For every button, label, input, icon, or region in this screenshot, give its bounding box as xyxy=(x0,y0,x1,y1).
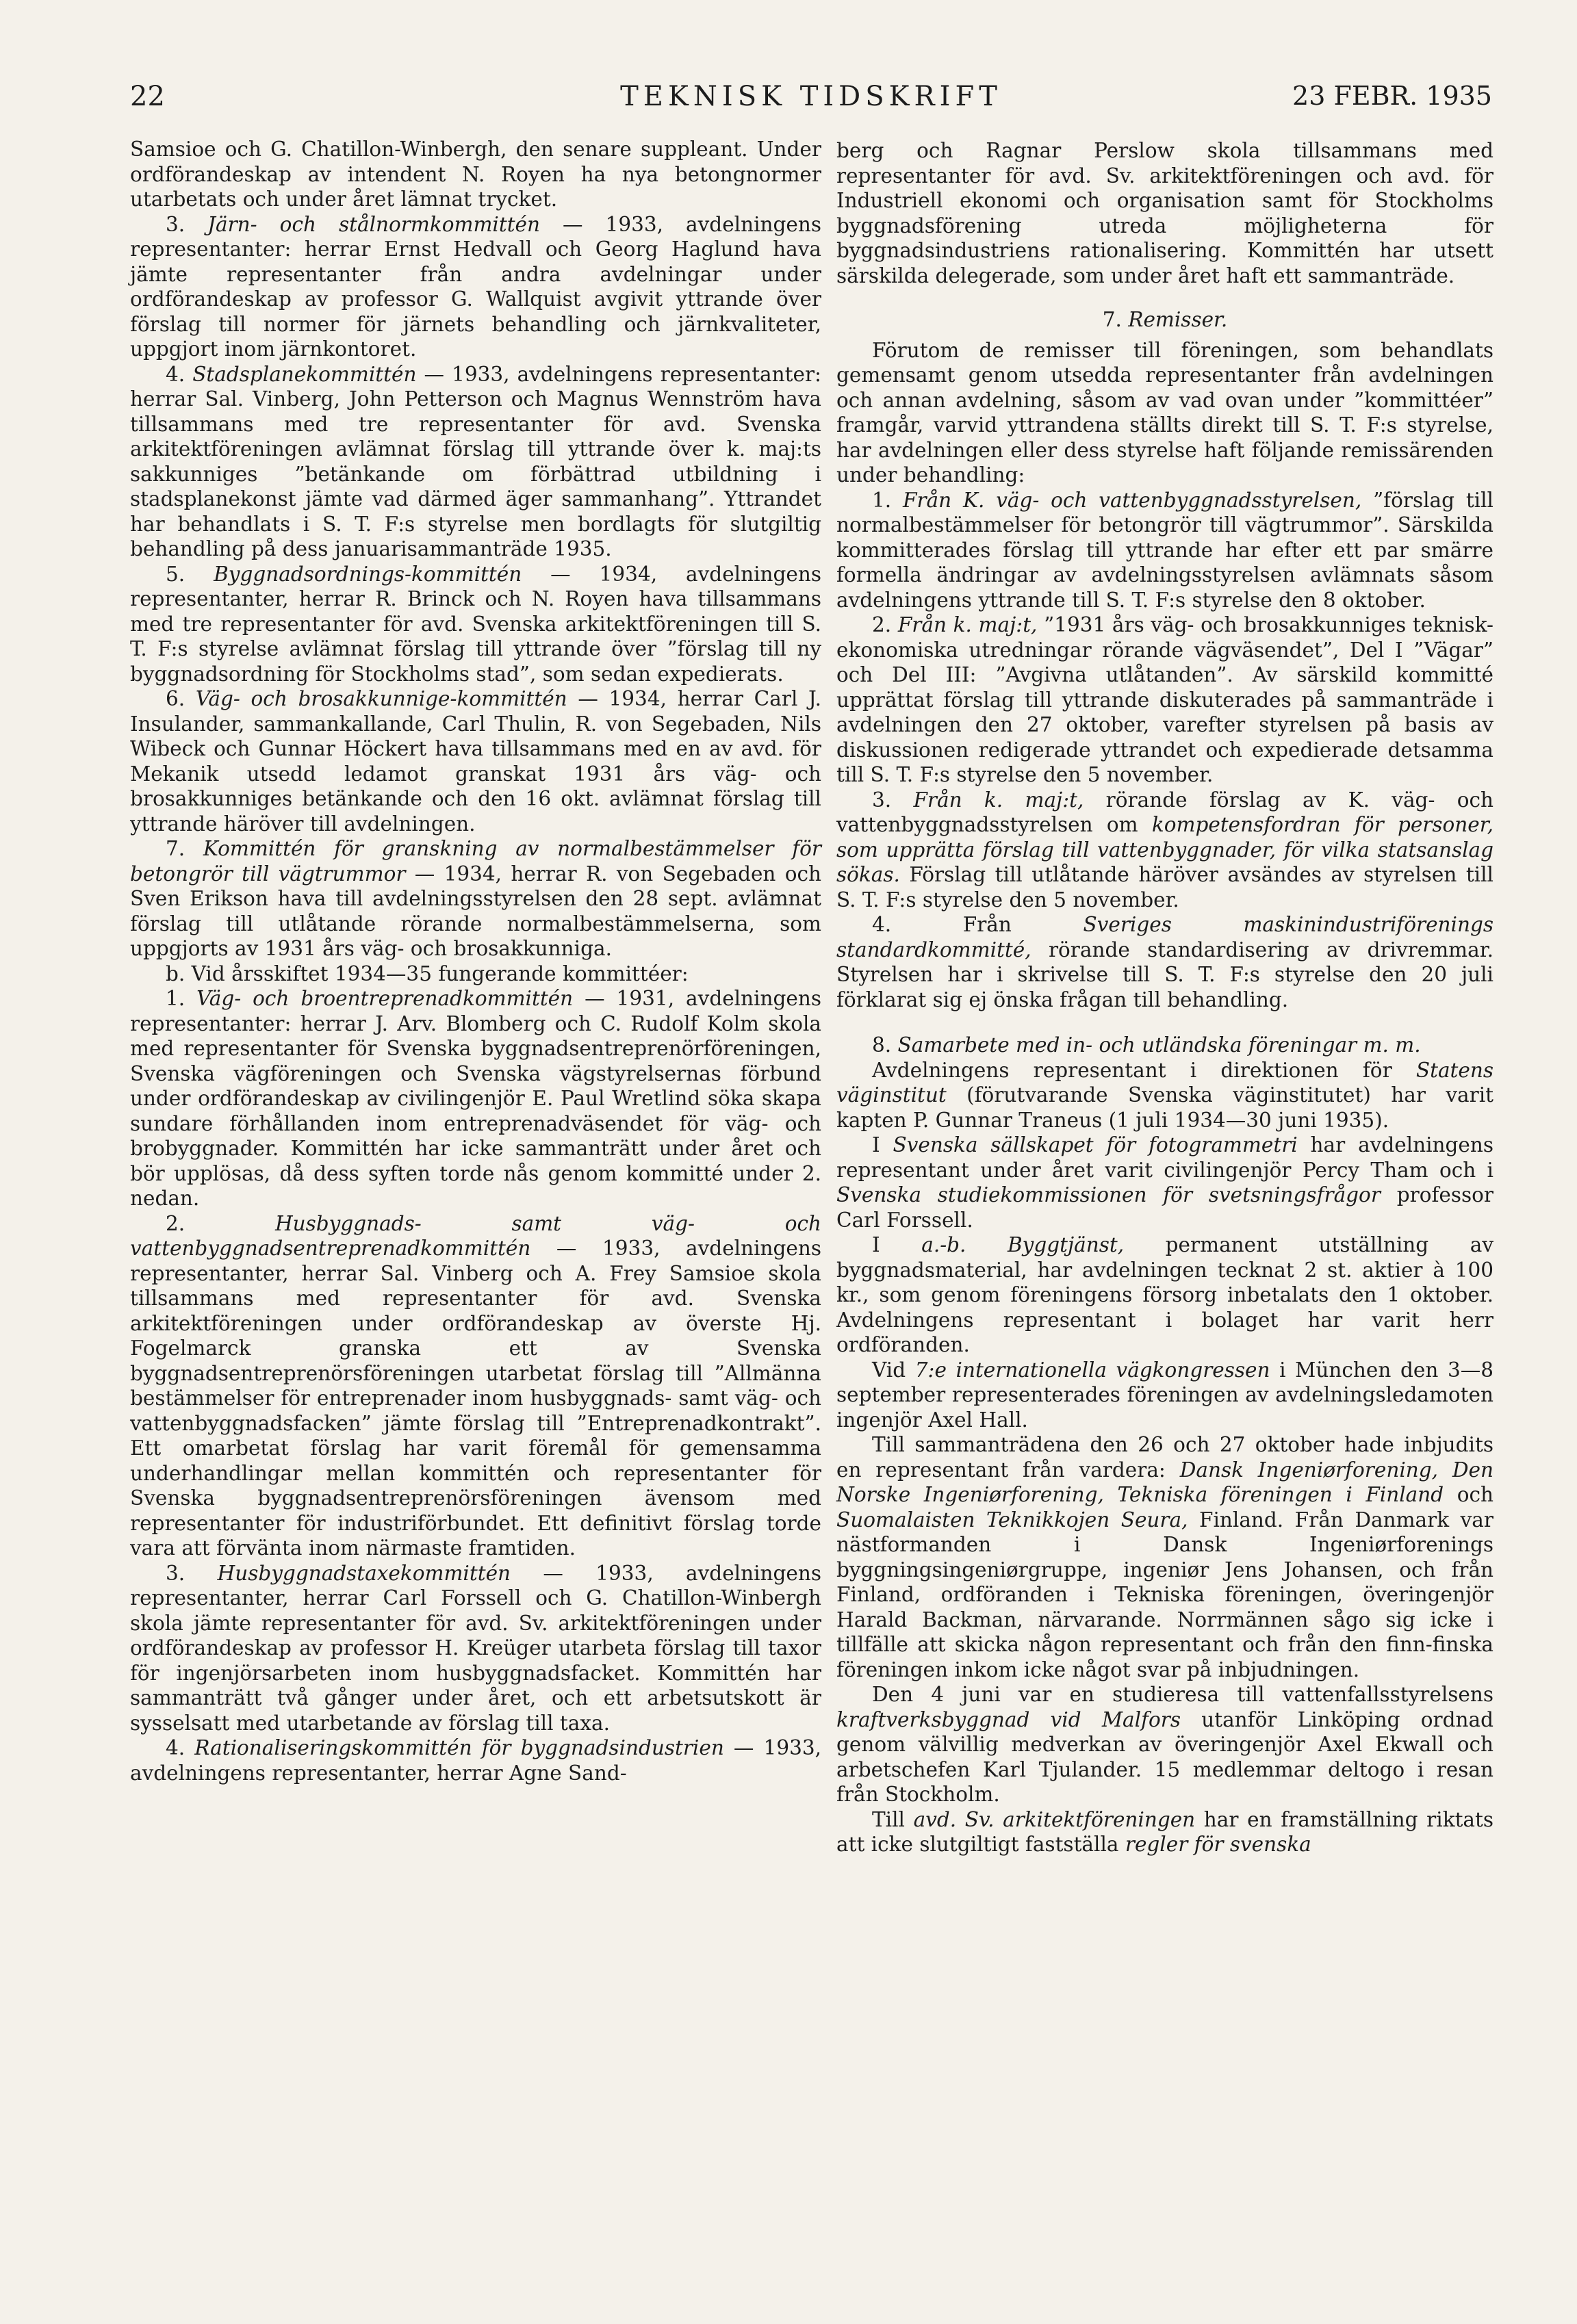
text-run: 2. xyxy=(872,613,898,636)
text-run: Finland. Från Danmark var nästformanden i Dansk Ingeniørforenings byggningsingeniørgruppe, ingeniør Jens Johansen, och från Finland, ordföranden i Tekniska föreningen, överingenjör Harald Backman, närvarande. Norrmännen sågo sig icke i tillfälle att skicka någon representant och från den finn-finska föreningen inkom icke något svar på inbjudningen. xyxy=(836,1508,1493,1681)
italic-text: Dansk Ingeniørforening, Den Norske Ingeniørforening, Tekniska föreningen i Finland xyxy=(836,1458,1493,1506)
text-run: 8. xyxy=(872,1033,898,1057)
text-run: 2. xyxy=(166,1211,275,1235)
text-run: — 1934, herrar Carl J. Insulander, sammankallande, Carl Thulin, R. von Segebaden, Nils Wibeck och Gunnar Höckert hava tillsammans med en av avd. för Mekanik utsedd ledamot granskat 1931 års väg- och brosakkunniges betänkande och den 16 okt. avlämnat förslag till yttrande häröver till avdelningen. xyxy=(130,687,821,836)
text-run: I xyxy=(872,1133,893,1157)
paragraph xyxy=(836,338,1493,488)
text-run: — 1931, avdelningens representanter: herrar J. Arv. Blomberg och C. Rudolf Kolm skola med representanter för Svenska byggnadsentreprenörföreningen, Svenska vägföreningen och Svenska vägstyrelsernas förbund under ordförandeskap av civilingenjör E. Paul Wretlind söka skapa sundare förhållanden inom entreprenadväsendet för väg- och brobyggnader. Kommittén har icke sammanträtt under året och bör upplösas, då dess syften torde nås genom kommitté under 2. nedan. xyxy=(130,987,822,1210)
text-run: 4. xyxy=(166,362,193,386)
paragraph xyxy=(130,836,821,961)
italic-text: Väg- och broentreprenadkommittén xyxy=(196,987,574,1010)
italic-text: Från K. väg- och vattenbyggnadsstyrelsen, xyxy=(902,488,1362,512)
text-run: — 1934, avdelningens representanter, herrar R. Brinck och N. Royen hava tillsammans med tre representanter för avd. Svenska arkitektföreningen till S. T. F:s styrelse avlämnat förslag till yttrande över ”förslag till ny byggnadsordning för Stockholms stad”, som sedan expedierats. xyxy=(130,562,822,686)
paragraph xyxy=(836,788,1493,913)
paragraph xyxy=(130,1211,821,1561)
paragraph xyxy=(130,137,821,212)
italic-text: regler för svenska xyxy=(1125,1833,1311,1856)
italic-text: Stadsplanekommittén xyxy=(192,362,417,386)
text-run: I xyxy=(872,1233,922,1256)
text-run: Avdelningens representant i direktionen för xyxy=(872,1058,1416,1082)
paragraph xyxy=(836,1232,1493,1358)
text-run: 7. xyxy=(1102,308,1129,331)
italic-text: Statens väginstitut xyxy=(836,1058,1493,1107)
italic-text: Väg- och brosakkunnige-kommittén xyxy=(195,687,567,710)
paragraph xyxy=(130,1561,821,1736)
italic-text: Remisser. xyxy=(1128,308,1228,331)
journal-title: TEKNISK TIDSKRIFT xyxy=(620,81,1002,112)
italic-text: avd. Sv. arkitektföreningen xyxy=(913,1807,1196,1831)
italic-text: a.-b. Byggtjänst, xyxy=(921,1233,1125,1256)
text-run: 7. xyxy=(166,837,203,860)
italic-text: Svenska sällskapet för fotogrammetri xyxy=(893,1133,1298,1157)
text-run: 3. xyxy=(166,1561,218,1585)
paragraph xyxy=(130,562,821,687)
paragraph xyxy=(836,1432,1493,1682)
italic-text: Från k. maj:t, xyxy=(897,613,1038,636)
text-run: 4. Från xyxy=(872,913,1084,936)
text-run: Till xyxy=(872,1807,914,1831)
text-run: 3. xyxy=(166,212,208,236)
italic-text: Husbyggnadstaxekommittén xyxy=(217,1561,511,1585)
paragraph xyxy=(836,138,1493,288)
text-run: 3. xyxy=(872,788,914,812)
paragraph xyxy=(836,1358,1493,1433)
text-run: Vid xyxy=(872,1358,915,1382)
paragraph xyxy=(836,612,1493,788)
right-column xyxy=(836,138,1493,1857)
left-column xyxy=(130,137,821,1785)
paragraph xyxy=(836,1133,1493,1232)
text-run: b. Vid årsskiftet 1934—35 fungerande kommittéer: xyxy=(166,961,689,985)
text-run: professor Carl Forssell. xyxy=(836,1183,1493,1232)
text-run: 6. xyxy=(166,687,196,710)
italic-text: Från k. maj:t, xyxy=(913,788,1084,812)
section-heading xyxy=(836,307,1493,333)
italic-text: Svenska studiekommissionen för svetsningsfrågor xyxy=(836,1183,1381,1206)
text-run: 1. xyxy=(166,987,197,1010)
paragraph xyxy=(130,986,821,1211)
page-number: 22 xyxy=(130,81,165,112)
paragraph xyxy=(130,961,821,987)
text-run: ”1931 års väg- och brosakkunniges teknisk-ekonomiska utredningar rörande vägväsendet”, Del I ”Vägar” och Del III: ”Avgivna utlåtanden”. Av särskild kommitté upprättat förslag till yttrande diskuterades på sammanträde i avdelningen den 27 oktober, varefter styrelsen på basis av diskussionen redigerade yttrandet och expedierade detsamma till S. T. F:s styrelse den 5 november. xyxy=(836,613,1494,786)
paragraph xyxy=(130,686,821,836)
italic-text: Suomalaisten Teknikkojen Seura, xyxy=(836,1508,1188,1532)
text-run: — 1933, avdelningens representanter, herrar Carl Forssell och G. Chatillon-Winbergh skola jämte representanter för avd. Sv. arkitektföreningen under ordförandeskap av professor H. Kreüger utarbeta förslag till taxor för ingenjörsarbeten inom husbyggnadsfacket. Kommittén har sammanträtt två gånger under året, och ett arbetsutskott är sysselsatt med utarbetande av förslag till taxa. xyxy=(130,1561,822,1735)
italic-text: 7:e internationella vägkongressen xyxy=(914,1358,1270,1382)
paragraph xyxy=(130,362,821,562)
paragraph xyxy=(130,212,821,362)
paragraph xyxy=(836,1058,1493,1133)
text-run: ”förslag till normalbestämmelser för betongrör till vägtrummor”. Särskilda kommitterades förslag till yttrande har efter ett par smärre formella ändringar av avdelningsstyrelsen avlämnats såsom avdelningens yttrande till S. T. F:s styrelse den 8 oktober. xyxy=(836,488,1493,612)
text-run: Förslag till utlåtande häröver avsändes av styrelsen till S. T. F:s styrelse den 5 november. xyxy=(836,863,1493,912)
text-run: — 1933, avdelningens representanter: herrar Ernst Hedvall och Georg Haglund hava jämte representanter från andra avdelningar under ordförandeskap av professor G. Wallquist avgivit yttrande över förslag till normer för järnets behandling och järnkvaliteter, uppgjort inom järnkontoret. xyxy=(130,212,821,361)
text-run: — 1933, avdelningens representanter: herrar Sal. Vinberg, John Petterson och Magnus Wennström hava tillsammans med tre representanter för avd. Svenska arkitektföreningen avlämnat förslag till yttrande över k. maj:ts sakkunniges ”betänkande om förbättrad utbildning i stadsplanekonst jämte vad därmed äger sammanhang”. Yttrandet har behandlats i S. T. F:s styrelse men bordlagts för slutgiltig behandling på dess januarisammanträde 1935. xyxy=(130,362,821,560)
text-run: (förutvarande Svenska väginstitutet) har varit kapten P. Gunnar Traneus (1 juli 1934—30 juni 1935). xyxy=(836,1083,1493,1132)
running-header xyxy=(130,81,1492,122)
text-run: har avdelningens representant under året varit civilingenjör Percy Tham och i xyxy=(836,1133,1494,1182)
text-run: 4. xyxy=(166,1736,195,1759)
paragraph xyxy=(130,1735,821,1785)
text-run: 5. xyxy=(166,562,214,586)
text-run: rörande förslag av K. väg- och vattenbyggnadsstyrelsen om xyxy=(836,788,1493,836)
italic-text: Järn- och stålnormkommittén xyxy=(207,212,541,236)
text-run: i München den 3—8 september representerades föreningen av avdelningsledamoten ingenjör Axel Hall. xyxy=(836,1358,1493,1432)
text-run: — 1933, avdelningens representanter, herrar Agne Sand- xyxy=(130,1736,821,1785)
text-run: Samsioe och G. Chatillon-Winbergh, den senare suppleant. Under ordförandeskap av intendent N. Royen ha nya betongnormer utarbetats och under året lämnat trycket. xyxy=(130,138,821,211)
text-run: Till sammanträdena den 26 och 27 oktober hade inbjudits en representant från vardera: xyxy=(836,1433,1493,1482)
text-run: permanent utställning av byggnadsmaterial, har avdelningen tecknat 2 st. aktier à 100 kr., som genom föreningens försorg inbetalats den 1 oktober. Avdelningens representant i bolaget har varit herr ordföranden. xyxy=(836,1233,1493,1356)
text-run: berg och Ragnar Perslow skola tillsammans med representanter för avd. Sv. arkitektföreningen och avd. för Industriell ekonomi och organisation samt för Stockholms byggnadsförening utreda möjligheterna för byggnadsindustriens rationalisering. Kommittén har utsett särskilda delegerade, som under året haft ett sammanträde. xyxy=(836,139,1493,287)
italic-text: kompetensfordran för personer, som upprätta förslag till vattenbyggnader, för vilka statsanslag sökas. xyxy=(836,813,1493,886)
text-run: och xyxy=(1444,1483,1493,1506)
section-heading xyxy=(836,1033,1493,1058)
text-run: utanför Linköping ordnad genom välvillig medverkan av överingenjör Axel Ekwall och arbetschefen Karl Tjulander. 15 medlemmar deltogo i resan från Stockholm. xyxy=(836,1707,1493,1806)
text-run: rörande standardisering av drivremmar. Styrelsen har i skrivelse till S. T. F:s styrelse den 20 juli förklarat sig ej önska frågan till behandling. xyxy=(836,938,1493,1011)
text-run: har en framställning riktats att icke slutgiltigt fastställa xyxy=(836,1807,1494,1856)
text-run: Den 4 juni var en studieresa till vattenfallsstyrelsens xyxy=(872,1683,1493,1706)
text-run: — 1934, herrar R. von Segebaden och Sven Erikson hava till avdelningsstyrelsen den 28 sept. avlämnat förslag till utlåtande rörande normalbestämmelserna, som uppgjorts av 1931 års väg- och brosakkunniga. xyxy=(130,862,821,960)
italic-text: Rationaliseringskommittén för byggnadsindustrien xyxy=(194,1736,724,1759)
paragraph xyxy=(836,912,1493,1012)
italic-text: Kommittén för granskning av normalbestämmelser för betongrör till vägtrummor xyxy=(130,837,821,886)
paragraph xyxy=(836,1807,1493,1857)
text-run: Förutom de remisser till föreningen, som behandlats gemensamt genom utsedda representanter från avdelningen och annan avdelning, såsom av vad ovan under ”kommittéer” framgår, varvid yttrandena ställts direkt till S. T. F:s styrelse, har avdelningen eller dess styrelse haft följande remissärenden under behandling: xyxy=(836,338,1493,487)
italic-text: Byggnadsordnings-kommittén xyxy=(214,562,522,586)
paragraph xyxy=(836,488,1493,613)
italic-text: Sveriges maskinindustriförenings standardkommitté, xyxy=(836,913,1493,961)
italic-text: Husbyggnads- samt väg- och vattenbyggnadsentreprenadkommittén xyxy=(130,1211,821,1260)
issue-date: 23 FEBR. 1935 xyxy=(1292,81,1492,111)
paragraph xyxy=(836,1682,1493,1807)
italic-text: kraftverksbyggnad vid Malfors xyxy=(836,1707,1181,1731)
italic-text: Samarbete med in- och utländska föreningar m. m. xyxy=(897,1033,1421,1057)
text-run: 1. xyxy=(872,488,903,512)
text-run: — 1933, avdelningens representanter, herrar Sal. Vinberg och A. Frey Samsioe skola tillsammans med representanter för avd. Svenska arkitektföreningen under ordförandeskap av överste Hj. Fogelmarck granska ett av Svenska byggnadsentreprenörsföreningen utarbetat förslag till ”Allmänna bestämmelser för entreprenader inom husbyggnads- samt väg- och vattenbyggnadsfacken” jämte förslag till ”Entreprenadkontrakt”. Ett omarbetat förslag har varit föremål för gemensamma underhandlingar mellan kommittén och representanter för Svenska byggnadsentreprenörsföreningen ävensom med representanter för industriförbundet. Ett definitivt förslag torde vara att förvänta inom närmaste framtiden. xyxy=(130,1237,821,1560)
